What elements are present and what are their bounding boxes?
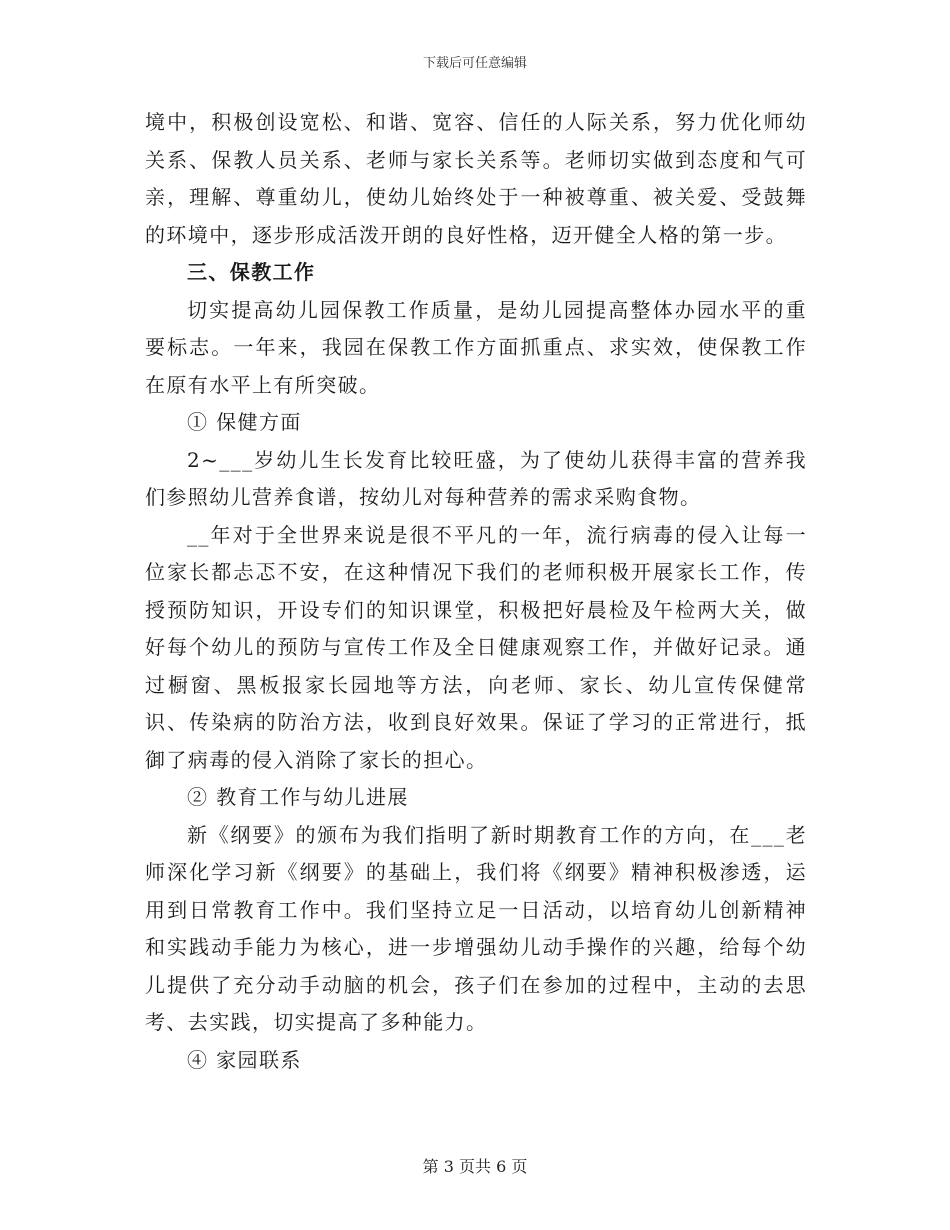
paragraph-nutrition: 2~___岁幼儿生长发育比较旺盛，为了使幼儿获得丰富的营养我们参照幼儿营养食谱，按幼儿对每种营养的需求采购食物。 [145,447,807,509]
paragraph-epidemic: __年对于全世界来说是很不平凡的一年，流行病毒的侵入让每一位家长都忐忑不安，在这种情况下我们的老师积极开展家长工作，传授预防知识，开设专们的知识课堂，积极把好晨检及午检两大关，做好每个幼儿的预防与宣传工作及全日健康观察工作，并做好记录。通过橱窗、黑板报家长园地等方法，向老师、家长、幼儿宣传保健常识、传染病的防治方法，收到良好效果。保证了学习的正常进行，抵御了病毒的侵入消除了家长的担心。 [145,522,807,772]
subheading-home-school: ④ 家园联系 [187,1047,302,1072]
paragraph-continuation: 境中，积极创设宽松、和谐、宽容、信任的人际关系，努力优化师幼关系、保教人员关系、老师与家长关系等。老师切实做到态度和气可亲，理解、尊重幼儿，使幼儿始终处于一种被尊重、被关爱、受鼓舞的环境中，逐步形成活泼开朗的良好性格，迈开健全人格的第一步。 [145,110,807,247]
paragraph-intro: 切实提高幼儿园保教工作质量，是幼儿园提高整体办园水平的重要标志。一年来，我园在保教工作方面抓重点、求实效，使保教工作在原有水平上有所突破。 [145,297,807,397]
section-heading-baojiao: 三、保教工作 [187,260,316,284]
page-header: 下载后可任意编辑 [422,56,527,71]
paragraph-outline: 新《纲要》的颁布为我们指明了新时期教育工作的方向，在___老师深化学习新《纲要》的基础上，我们将《纲要》精神积极渗透，运用到日常教育工作中。我们坚持立足一日活动，以培育幼儿创新精神和实践动手能力为核心，进一步增强幼儿动手操作的兴趣，给每个幼儿提供了充分动手动脑的机会，孩子们在参加的过程中，主动的去思考、去实践，切实提高了多种能力。 [145,822,807,1034]
subheading-education: ② 教育工作与幼儿进展 [187,785,409,809]
page-number: 第 3 页共 6 页 [422,1157,528,1176]
subheading-health: ① 保健方面 [187,410,302,434]
document-body [145,104,807,1079]
